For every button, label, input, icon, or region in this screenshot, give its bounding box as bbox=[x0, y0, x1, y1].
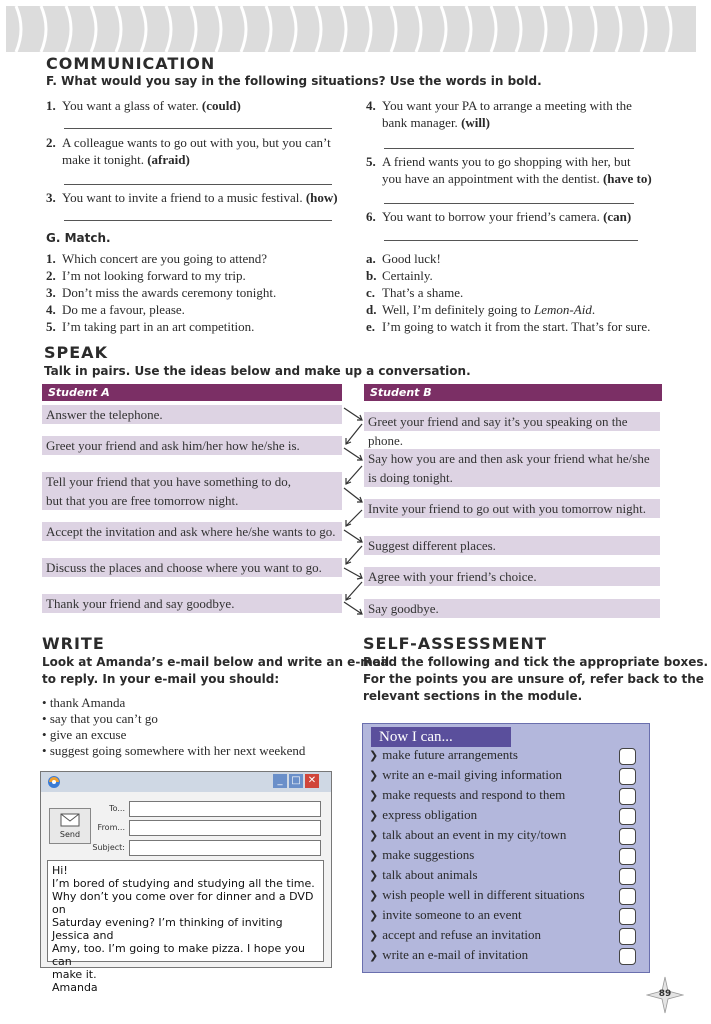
now-i-can-title: Now I can... bbox=[371, 727, 511, 747]
browser-icon bbox=[47, 775, 61, 789]
can-item-5: ❯ talk about an event in my city/town bbox=[369, 827, 567, 842]
can-item-9: ❯ invite someone to an event bbox=[369, 907, 522, 922]
match-right-e: e. I’m going to watch it from the start. That’s for sure. bbox=[366, 319, 651, 334]
communication-heading: COMMUNICATION bbox=[46, 54, 216, 73]
student-a-item-2: Greet your friend and ask him/her how he/she is. bbox=[42, 436, 342, 455]
student-a-item-6: Thank your friend and say goodbye. bbox=[42, 594, 342, 613]
student-a-item-5: Discuss the places and choose where you want to go. bbox=[42, 558, 342, 577]
match-left-2: 2. I’m not looking forward to my trip. bbox=[46, 268, 246, 283]
student-a-item-3: Tell your friend that you have something to do, but that you are free tomorrow night. bbox=[42, 472, 342, 510]
answer-line-2[interactable] bbox=[64, 184, 332, 185]
answer-line-1[interactable] bbox=[64, 128, 332, 129]
tick-box-11[interactable] bbox=[619, 948, 636, 965]
comm-item-3: 3. You want to invite a friend to a music festival. (how) bbox=[46, 190, 338, 205]
envelope-icon bbox=[60, 813, 80, 827]
student-b-item-1: Greet your friend and say it’s you speaking on the phone. bbox=[364, 412, 660, 431]
minimize-button[interactable]: _ bbox=[273, 774, 287, 788]
can-item-1: ❯ make future arrangements bbox=[369, 747, 518, 762]
can-item-6: ❯ make suggestions bbox=[369, 847, 475, 862]
student-a-item-4: Accept the invitation and ask where he/she wants to go. bbox=[42, 522, 342, 541]
tick-box-2[interactable] bbox=[619, 768, 636, 785]
match-right-a: a. Good luck! bbox=[366, 251, 441, 266]
student-a-item-1: Answer the telephone. bbox=[42, 405, 342, 424]
to-field[interactable] bbox=[129, 801, 321, 817]
from-field[interactable] bbox=[129, 820, 321, 836]
student-b-item-5: Agree with your friend’s choice. bbox=[364, 567, 660, 586]
write-bullet-4: • suggest going somewhere with her next weekend bbox=[42, 743, 306, 758]
email-body[interactable]: Hi! I’m bored of studying and studying all the time. Why don’t you come over for dinner and a DVD on Saturday evening? I’m thinking of inviting Jessica and Amy, too. I’m going to make pizza. I hope you can make it. Amanda bbox=[47, 860, 324, 962]
can-item-7: ❯ talk about animals bbox=[369, 867, 478, 882]
student-b-item-6: Say goodbye. bbox=[364, 599, 660, 618]
tick-box-7[interactable] bbox=[619, 868, 636, 885]
tick-box-5[interactable] bbox=[619, 828, 636, 845]
match-left-4: 4. Do me a favour, please. bbox=[46, 302, 185, 317]
subject-label: Subject: bbox=[92, 843, 125, 852]
tick-box-3[interactable] bbox=[619, 788, 636, 805]
from-label: From... bbox=[97, 823, 125, 832]
can-item-11: ❯ write an e-mail of invitation bbox=[369, 947, 529, 962]
chevron-right-icon: ❯ bbox=[369, 889, 379, 902]
answer-line-6[interactable] bbox=[384, 240, 638, 241]
match-heading: G. Match. bbox=[46, 231, 111, 245]
chevron-right-icon: ❯ bbox=[369, 809, 379, 822]
comm-item-2: 2. A colleague wants to go out with you, but you can’t make it tonight. (afraid) bbox=[46, 135, 331, 167]
write-heading: WRITE bbox=[42, 634, 105, 653]
comm-item-1: 1. You want a glass of water. (could) bbox=[46, 98, 241, 113]
can-item-4: ❯ express obligation bbox=[369, 807, 478, 822]
chevron-right-icon: ❯ bbox=[369, 829, 379, 842]
tick-box-6[interactable] bbox=[619, 848, 636, 865]
email-window bbox=[40, 771, 332, 994]
answer-line-4[interactable] bbox=[384, 148, 634, 149]
tick-box-1[interactable] bbox=[619, 748, 636, 765]
can-item-8: ❯ wish people well in different situations bbox=[369, 887, 585, 902]
speak-instruction: Talk in pairs. Use the ideas below and make up a conversation. bbox=[44, 364, 471, 378]
subject-field[interactable] bbox=[129, 840, 321, 856]
chevron-right-icon: ❯ bbox=[369, 769, 379, 782]
self-assessment-instruction-3: relevant sections in the module. bbox=[363, 689, 583, 703]
to-label: To... bbox=[109, 804, 125, 813]
tick-box-9[interactable] bbox=[619, 908, 636, 925]
tick-box-4[interactable] bbox=[619, 808, 636, 825]
chevron-right-icon: ❯ bbox=[369, 949, 379, 962]
send-label: Send bbox=[59, 830, 81, 839]
chevron-right-icon: ❯ bbox=[369, 789, 379, 802]
write-instruction-2: to reply. In your e-mail you should: bbox=[42, 672, 280, 686]
self-assessment-instruction-1: Read the following and tick the appropriate boxes. bbox=[363, 655, 709, 669]
chevron-right-icon: ❯ bbox=[369, 909, 379, 922]
comm-item-5: 5. A friend wants you to go shopping with her, but you have an appointment with the dentist. (have to) bbox=[366, 154, 652, 186]
write-bullet-3: • give an excuse bbox=[42, 727, 127, 742]
write-bullet-2: • say that you can’t go bbox=[42, 711, 158, 726]
can-item-2: ❯ write an e-mail giving information bbox=[369, 767, 563, 782]
chevron-right-icon: ❯ bbox=[369, 929, 379, 942]
write-instruction-1: Look at Amanda’s e-mail below and write an e-mail bbox=[42, 655, 390, 669]
self-assessment-heading: SELF-ASSESSMENT bbox=[363, 634, 547, 653]
student-a-header: Student A bbox=[42, 384, 342, 401]
student-b-header: Student B bbox=[364, 384, 662, 401]
tick-box-10[interactable] bbox=[619, 928, 636, 945]
match-right-d: d. Well, I’m definitely going to Lemon-Aid. bbox=[366, 302, 596, 317]
student-b-item-3: Invite your friend to go out with you tomorrow night. bbox=[364, 499, 660, 518]
email-titlebar bbox=[41, 772, 331, 792]
match-right-b: b. Certainly. bbox=[366, 268, 433, 283]
speak-heading: SPEAK bbox=[44, 343, 108, 362]
page-number: 89 bbox=[658, 989, 672, 999]
communication-instruction: F. What would you say in the following situations? Use the words in bold. bbox=[46, 74, 542, 88]
match-right-c: c. That’s a shame. bbox=[366, 285, 464, 300]
chevron-right-icon: ❯ bbox=[369, 849, 379, 862]
self-assessment-instruction-2: For the points you are unsure of, refer back to the bbox=[363, 672, 704, 686]
answer-line-3[interactable] bbox=[64, 220, 332, 221]
student-b-item-4: Suggest different places. bbox=[364, 536, 660, 555]
match-left-5: 5. I’m taking part in an art competition. bbox=[46, 319, 255, 334]
close-button[interactable]: ✕ bbox=[305, 774, 319, 788]
comm-item-4: 4. You want your PA to arrange a meeting with the bank manager. (will) bbox=[366, 98, 632, 130]
tick-box-8[interactable] bbox=[619, 888, 636, 905]
answer-line-5[interactable] bbox=[384, 203, 634, 204]
decorative-banner bbox=[6, 6, 696, 52]
chevron-right-icon: ❯ bbox=[369, 749, 379, 762]
can-item-3: ❯ make requests and respond to them bbox=[369, 787, 566, 802]
student-b-item-2: Say how you are and then ask your friend what he/she is doing tonight. bbox=[364, 449, 660, 487]
conversation-arrows-icon bbox=[340, 402, 368, 622]
maximize-button[interactable]: □ bbox=[289, 774, 303, 788]
write-bullet-1: • thank Amanda bbox=[42, 695, 126, 710]
match-left-1: 1. Which concert are you going to attend? bbox=[46, 251, 268, 266]
match-left-3: 3. Don’t miss the awards ceremony tonight. bbox=[46, 285, 277, 300]
chevron-right-icon: ❯ bbox=[369, 869, 379, 882]
self-assessment-box bbox=[362, 723, 650, 973]
can-item-10: ❯ accept and refuse an invitation bbox=[369, 927, 542, 942]
comm-item-6: 6. You want to borrow your friend’s camera. (can) bbox=[366, 209, 632, 224]
